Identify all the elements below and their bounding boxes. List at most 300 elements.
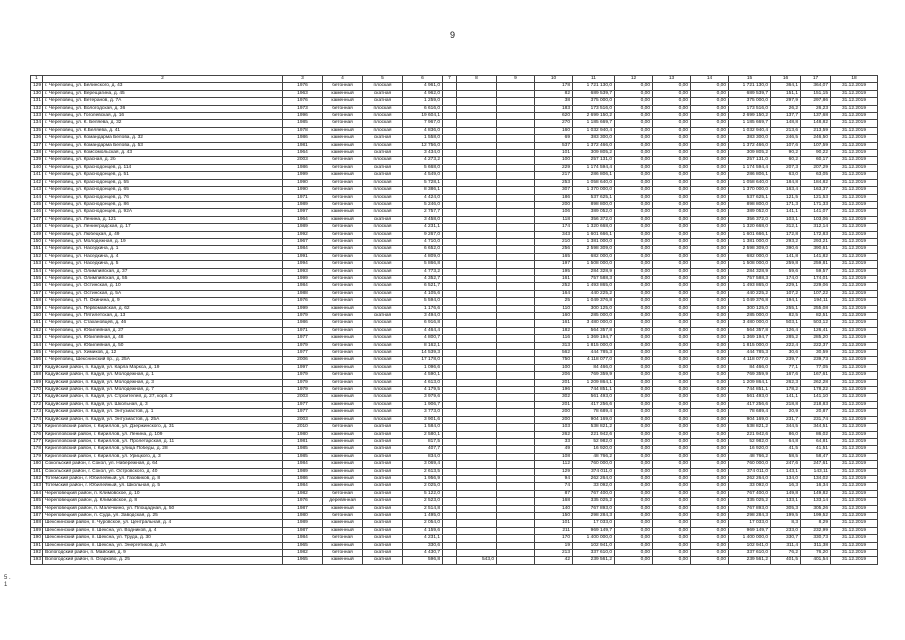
table-cell: 1 721 130,0 bbox=[573, 83, 615, 90]
table-cell bbox=[457, 372, 497, 379]
table-cell: 262,28 bbox=[801, 379, 831, 386]
table-cell: 0,00 bbox=[653, 135, 691, 142]
table-cell: 31.12.2019 bbox=[831, 520, 878, 527]
table-cell: 31.12.2019 bbox=[831, 416, 878, 423]
table-cell: каменный bbox=[323, 520, 363, 527]
table-cell: 94 bbox=[535, 475, 573, 482]
table-cell: скатная bbox=[363, 535, 403, 542]
table-cell: 757 588,3 bbox=[729, 275, 771, 282]
table-cell: 1976 bbox=[283, 498, 323, 505]
table-row bbox=[31, 313, 878, 320]
table-cell: Сокольский район, г. Сокол, ул. Набережная, д. 64 bbox=[43, 461, 283, 468]
table-cell: 199,5 bbox=[771, 512, 801, 519]
table-cell: 0,00 bbox=[691, 261, 729, 268]
table-cell: 31.12.2019 bbox=[831, 135, 878, 142]
table-cell: 178 bbox=[31, 446, 43, 453]
table-cell: 1985 bbox=[283, 120, 323, 127]
table-cell: 239 561,2 bbox=[729, 557, 771, 564]
table-cell: 0,00 bbox=[653, 342, 691, 349]
table-row bbox=[31, 216, 878, 223]
table-cell: плоская bbox=[363, 187, 403, 194]
table-cell: 0,00 bbox=[653, 527, 691, 534]
table-cell: 174 bbox=[31, 416, 43, 423]
table-cell: 31.12.2019 bbox=[831, 150, 878, 157]
table-cell: 165 bbox=[535, 253, 573, 260]
table-cell: плоская bbox=[363, 83, 403, 90]
table-cell bbox=[443, 113, 457, 120]
table-row bbox=[31, 535, 878, 542]
table-cell: 187 bbox=[31, 512, 43, 519]
table-cell: г. Череповец, ул. Наседкина, д. 1 bbox=[43, 246, 283, 253]
table-cell bbox=[443, 335, 457, 342]
table-cell: 0,00 bbox=[653, 431, 691, 438]
table-cell: 141,1 bbox=[771, 394, 801, 401]
table-cell: 1 174 594,4 bbox=[573, 164, 615, 171]
table-cell: 297,86 bbox=[801, 98, 831, 105]
table-cell: скатная bbox=[363, 520, 403, 527]
table-cell: 143,1 bbox=[771, 468, 801, 475]
table-cell: 0,00 bbox=[615, 261, 653, 268]
table-cell: 102 941,0 bbox=[729, 542, 771, 549]
table-row bbox=[31, 505, 878, 512]
table-cell: 77,05 bbox=[801, 364, 831, 371]
table-row bbox=[31, 372, 878, 379]
table-cell: 0,00 bbox=[691, 350, 729, 357]
table-cell: плоская bbox=[363, 283, 403, 290]
table-cell: 284 328,9 bbox=[729, 268, 771, 275]
table-cell: бетонная bbox=[323, 350, 363, 357]
header-cell: 18 bbox=[831, 76, 878, 83]
table-cell: 232,99 bbox=[801, 527, 831, 534]
table-row bbox=[31, 83, 878, 90]
table-cell bbox=[497, 394, 535, 401]
table-cell: 197 bbox=[535, 261, 573, 268]
table-cell: 4 352,7 bbox=[403, 275, 443, 282]
table-cell: 1971 bbox=[283, 327, 323, 334]
table-cell: 1 601 666,1 bbox=[573, 231, 615, 238]
table-cell: 1985 bbox=[283, 453, 323, 460]
table-cell: 143,11 bbox=[801, 468, 831, 475]
table-row bbox=[31, 401, 878, 408]
table-cell: 335 025,2 bbox=[573, 498, 615, 505]
table-cell: 0,00 bbox=[615, 468, 653, 475]
table-cell: 107,2 bbox=[771, 290, 801, 297]
table-cell: каменный bbox=[323, 150, 363, 157]
table-cell: г. Череповец, ул. Юбилейная, д. 50 bbox=[43, 342, 283, 349]
table-cell: 132 bbox=[31, 105, 43, 112]
table-cell: 0,00 bbox=[615, 535, 653, 542]
table-cell: 74 bbox=[535, 483, 573, 490]
table-cell bbox=[497, 305, 535, 312]
table-cell: 31.12.2019 bbox=[831, 431, 878, 438]
table-cell: 31.12.2019 bbox=[831, 498, 878, 505]
table-cell: 0,00 bbox=[691, 150, 729, 157]
table-cell: плоская bbox=[363, 298, 403, 305]
table-cell bbox=[443, 120, 457, 127]
table-cell: 196 bbox=[535, 387, 573, 394]
table-cell: 0,00 bbox=[691, 438, 729, 445]
table-cell bbox=[443, 542, 457, 549]
table-cell: бетонная bbox=[323, 187, 363, 194]
table-cell bbox=[443, 313, 457, 320]
table-cell: 1 721 130,0 bbox=[729, 83, 771, 90]
table-cell: бетонная bbox=[323, 275, 363, 282]
table-cell: 1 508 000,0 bbox=[729, 261, 771, 268]
table-cell: 1976 bbox=[283, 83, 323, 90]
table-cell: скатная bbox=[363, 461, 403, 468]
table-cell bbox=[457, 216, 497, 223]
table-cell: 82,51 bbox=[801, 313, 831, 320]
table-cell: 1 815 000,0 bbox=[729, 342, 771, 349]
table-cell bbox=[443, 416, 457, 423]
table-cell: 31.12.2019 bbox=[831, 387, 878, 394]
table-cell: 4 800,7 bbox=[403, 335, 443, 342]
table-cell: 4 179,5 bbox=[403, 387, 443, 394]
table-cell: 259,8 bbox=[771, 261, 801, 268]
table-cell: Кирилловский район, г. Кириллов, ул. Урицкого, д. 3 bbox=[43, 453, 283, 460]
table-cell: 0,00 bbox=[653, 461, 691, 468]
table-cell: г. Череповец, ул. Олимпийская, д. 37 bbox=[43, 268, 283, 275]
table-cell bbox=[443, 98, 457, 105]
table-cell: плоская bbox=[363, 209, 403, 216]
table-cell bbox=[457, 142, 497, 149]
table-cell: 682 000,0 bbox=[729, 253, 771, 260]
table-cell: 417 256,6 bbox=[573, 401, 615, 408]
table-cell: 1997 bbox=[283, 364, 323, 371]
table-cell bbox=[497, 387, 535, 394]
table-cell: 59,6 bbox=[771, 268, 801, 275]
table-cell bbox=[457, 490, 497, 497]
table-cell bbox=[457, 283, 497, 290]
table-cell: 760 000,0 bbox=[573, 461, 615, 468]
table-cell: 163 bbox=[31, 335, 43, 342]
table-cell: 107,6 bbox=[771, 142, 801, 149]
table-cell: 160 bbox=[535, 127, 573, 134]
table-cell: 1 584,0 bbox=[403, 424, 443, 431]
table-cell bbox=[443, 364, 457, 371]
table-cell bbox=[497, 416, 535, 423]
table-row bbox=[31, 127, 878, 134]
table-cell bbox=[457, 453, 497, 460]
table-row bbox=[31, 468, 878, 475]
table-cell bbox=[443, 135, 457, 142]
table-cell: Вологодский район, п. Майский, д. 9 bbox=[43, 550, 283, 557]
table-cell: 4 273,2 bbox=[403, 157, 443, 164]
table-cell: 0,00 bbox=[615, 164, 653, 171]
table-cell bbox=[497, 446, 535, 453]
table-cell: г. Череповец, ул. Гоголевская, д. 16 bbox=[43, 113, 283, 120]
table-cell: 1996 bbox=[283, 113, 323, 120]
table-cell: 0,00 bbox=[615, 231, 653, 238]
table-cell: 0,00 bbox=[653, 105, 691, 112]
table-cell: Тотемский район, г. Юбилейный, ул. Школьная, д. 5 bbox=[43, 483, 283, 490]
table-cell: 1979 bbox=[283, 342, 323, 349]
table-cell: 2 580,1 bbox=[403, 431, 443, 438]
table-row bbox=[31, 172, 878, 179]
table-cell: 0,00 bbox=[653, 401, 691, 408]
table-cell: 0,00 bbox=[691, 527, 729, 534]
table-cell: 1 381 000,0 bbox=[729, 238, 771, 245]
table-cell bbox=[497, 105, 535, 112]
table-cell: 0,00 bbox=[615, 209, 653, 216]
table-cell: 1982 bbox=[283, 490, 323, 497]
table-cell: 0,00 bbox=[691, 446, 729, 453]
table-cell: каменный bbox=[323, 453, 363, 460]
table-cell bbox=[443, 379, 457, 386]
table-cell: 191 bbox=[31, 542, 43, 549]
table-cell: 168 bbox=[31, 372, 43, 379]
table-cell: 4 118 077,0 bbox=[573, 357, 615, 364]
table-cell: 0,00 bbox=[691, 431, 729, 438]
table-cell bbox=[457, 305, 497, 312]
table-cell: 142 bbox=[31, 179, 43, 186]
table-row bbox=[31, 224, 878, 231]
table-cell: 218,83 bbox=[801, 401, 831, 408]
table-cell: 0,00 bbox=[653, 505, 691, 512]
table-cell bbox=[457, 172, 497, 179]
table-cell bbox=[497, 520, 535, 527]
table-cell: 904 169,0 bbox=[729, 416, 771, 423]
table-cell: 31.12.2019 bbox=[831, 216, 878, 223]
table-cell: 82,5 bbox=[771, 313, 801, 320]
table-cell bbox=[497, 557, 535, 564]
table-cell bbox=[497, 409, 535, 416]
table-cell bbox=[443, 209, 457, 216]
header-cell: 1 bbox=[31, 76, 43, 83]
table-cell bbox=[443, 164, 457, 171]
table-cell: 1986 bbox=[283, 135, 323, 142]
table-cell: 31.12.2019 bbox=[831, 505, 878, 512]
table-cell: 31.12.2019 bbox=[831, 298, 878, 305]
table-cell: 17 033,0 bbox=[729, 520, 771, 527]
table-cell bbox=[497, 461, 535, 468]
table-cell bbox=[497, 364, 535, 371]
table-cell bbox=[497, 268, 535, 275]
table-cell: 1 209 864,1 bbox=[573, 379, 615, 386]
table-cell: бетонная bbox=[323, 246, 363, 253]
table-cell: 537 625,1 bbox=[573, 194, 615, 201]
table-cell: 0,00 bbox=[691, 542, 729, 549]
table-cell: 0,00 bbox=[691, 179, 729, 186]
table-cell bbox=[497, 320, 535, 327]
table-cell: 100 bbox=[535, 364, 573, 371]
table-cell: 60,2 bbox=[771, 157, 801, 164]
table-row bbox=[31, 201, 878, 208]
table-cell bbox=[443, 83, 457, 90]
table-cell: каменный bbox=[323, 364, 363, 371]
table-cell: г. Череповец, ул. Олимпийская, д. 55 bbox=[43, 275, 283, 282]
table-cell: 150 bbox=[31, 238, 43, 245]
table-cell: 0,00 bbox=[691, 164, 729, 171]
header-cell: 10 bbox=[535, 76, 573, 83]
table-cell: 19 bbox=[535, 542, 573, 549]
table-cell: скатная bbox=[363, 483, 403, 490]
table-cell bbox=[443, 372, 457, 379]
table-cell: 3 901,6 bbox=[403, 416, 443, 423]
table-cell: Шекснинский район, п. Чуровское, ул. Центральная, д. 4 bbox=[43, 520, 283, 527]
table-row bbox=[31, 475, 878, 482]
table-cell: 239 561,2 bbox=[573, 557, 615, 564]
table-cell bbox=[443, 105, 457, 112]
table-cell: 834,0 bbox=[403, 453, 443, 460]
table-cell bbox=[497, 201, 535, 208]
table-cell: 0,00 bbox=[691, 357, 729, 364]
table-cell: 0,00 bbox=[691, 275, 729, 282]
table-cell bbox=[457, 527, 497, 534]
table-row bbox=[31, 357, 878, 364]
table-cell: 31.12.2019 bbox=[831, 201, 878, 208]
table-cell: 0,00 bbox=[691, 342, 729, 349]
table-cell: 231,7 bbox=[771, 416, 801, 423]
table-cell bbox=[443, 320, 457, 327]
table-cell: 149,82 bbox=[801, 490, 831, 497]
table-cell: 0,00 bbox=[691, 127, 729, 134]
table-cell: 4 231,1 bbox=[403, 224, 443, 231]
table-cell: 229 bbox=[535, 164, 573, 171]
table-cell: 87 bbox=[535, 490, 573, 497]
table-row bbox=[31, 194, 878, 201]
table-cell: 0,00 bbox=[615, 135, 653, 142]
table-cell: Вологодский район, п. Огарково, д. 25 bbox=[43, 557, 283, 564]
table-cell: 162 bbox=[31, 327, 43, 334]
table-cell: 130 bbox=[31, 90, 43, 97]
table-cell: каменный bbox=[323, 475, 363, 482]
table-cell: 1 032 940,4 bbox=[729, 127, 771, 134]
table-cell bbox=[457, 253, 497, 260]
table-cell bbox=[457, 246, 497, 253]
table-cell: 562 bbox=[535, 350, 573, 357]
table-cell: 151 bbox=[31, 246, 43, 253]
table-cell: 2 054,0 bbox=[403, 520, 443, 527]
table-cell bbox=[443, 298, 457, 305]
table-cell: 757 588,3 bbox=[573, 275, 615, 282]
table-cell: 192 bbox=[31, 550, 43, 557]
table-cell: каменный bbox=[323, 542, 363, 549]
table-cell: 63,05 bbox=[801, 172, 831, 179]
table-cell bbox=[443, 90, 457, 97]
table-cell: Череповецкий район, п. Малечкино, ул. Площадная, д. 50 bbox=[43, 505, 283, 512]
table-cell: 1 400 000,0 bbox=[729, 535, 771, 542]
table-cell: 3 773,0 bbox=[403, 409, 443, 416]
table-cell: бетонная bbox=[323, 120, 363, 127]
table-cell: 31.12.2019 bbox=[831, 542, 878, 549]
table-cell bbox=[457, 357, 497, 364]
table-cell bbox=[497, 424, 535, 431]
table-row bbox=[31, 379, 878, 386]
table-cell: 1 372 466,0 bbox=[729, 142, 771, 149]
table-cell: 82 bbox=[535, 90, 573, 97]
table-cell: 255,1 bbox=[771, 305, 801, 312]
table-cell: 312,1 bbox=[771, 224, 801, 231]
table-cell: 0,00 bbox=[691, 98, 729, 105]
table-cell: 101 bbox=[535, 520, 573, 527]
table-cell: 31.12.2019 bbox=[831, 157, 878, 164]
table-cell: 31.12.2019 bbox=[831, 224, 878, 231]
table-cell: 150 bbox=[535, 512, 573, 519]
table-cell: 1 370 000,0 bbox=[573, 187, 615, 194]
table-cell bbox=[457, 135, 497, 142]
table-cell: 1989 bbox=[283, 468, 323, 475]
table-cell: плоская bbox=[363, 120, 403, 127]
table-cell: 1973 bbox=[283, 105, 323, 112]
table-cell bbox=[497, 542, 535, 549]
table-cell bbox=[497, 150, 535, 157]
table-row bbox=[31, 113, 878, 120]
table-cell: 620 bbox=[535, 113, 573, 120]
table-cell: 1989 bbox=[283, 520, 323, 527]
table-cell: 31.12.2019 bbox=[831, 468, 878, 475]
table-cell: 337 610,0 bbox=[573, 550, 615, 557]
table-cell: плоская bbox=[363, 335, 403, 342]
table-cell: 173 516,0 bbox=[573, 105, 615, 112]
table-cell: 90,22 bbox=[801, 150, 831, 157]
table-cell bbox=[443, 231, 457, 238]
table-cell: 64,81 bbox=[801, 438, 831, 445]
table-cell: 158 bbox=[31, 298, 43, 305]
table-cell: 31.12.2019 bbox=[831, 290, 878, 297]
table-cell: 4 773,2 bbox=[403, 268, 443, 275]
table-cell: 0,00 bbox=[653, 409, 691, 416]
table-cell: 417 256,6 bbox=[729, 401, 771, 408]
table-cell: 1963 bbox=[283, 90, 323, 97]
table-cell bbox=[497, 142, 535, 149]
table-cell: 76,2 bbox=[771, 550, 801, 557]
table-cell: каменный bbox=[323, 305, 363, 312]
table-cell bbox=[497, 83, 535, 90]
table-cell: плоская bbox=[363, 231, 403, 238]
table-cell bbox=[497, 372, 535, 379]
table-cell bbox=[497, 261, 535, 268]
table-cell: 1993 bbox=[283, 268, 323, 275]
table-row bbox=[31, 246, 878, 253]
table-cell bbox=[457, 98, 497, 105]
table-cell: 285,20 bbox=[801, 335, 831, 342]
table-cell: Сокольский район, г. Сокол, ул. Островского, д. 40 bbox=[43, 468, 283, 475]
table-cell: плоская bbox=[363, 401, 403, 408]
table-cell: плоская bbox=[363, 379, 403, 386]
table-cell: 0,00 bbox=[653, 535, 691, 542]
table-cell: 503,1 bbox=[771, 320, 801, 327]
table-cell: 182 bbox=[31, 475, 43, 482]
table-cell: 1 558,0 bbox=[403, 135, 443, 142]
table-cell: 84 466,0 bbox=[573, 364, 615, 371]
table-cell: 155 bbox=[31, 275, 43, 282]
table-cell: 170 bbox=[31, 387, 43, 394]
table-cell: 4 430,7 bbox=[403, 550, 443, 557]
table-row bbox=[31, 120, 878, 127]
table-cell bbox=[497, 120, 535, 127]
table-cell: 0,00 bbox=[691, 498, 729, 505]
table-cell: 52 982,0 bbox=[729, 438, 771, 445]
table-cell: 297,9 bbox=[771, 98, 801, 105]
table-cell: 0,00 bbox=[615, 275, 653, 282]
table-cell bbox=[457, 401, 497, 408]
table-cell: 389 052,0 bbox=[573, 209, 615, 216]
table-cell: 78 689,4 bbox=[573, 409, 615, 416]
table-cell: 2003 bbox=[283, 416, 323, 423]
table-cell bbox=[443, 409, 457, 416]
table-cell: 1967 bbox=[283, 238, 323, 245]
margin-mark: 5 . 1 bbox=[4, 575, 11, 588]
table-row bbox=[31, 438, 878, 445]
table-cell: 383 300,0 bbox=[573, 135, 615, 142]
table-cell: бетонная bbox=[323, 379, 363, 386]
table-cell: 140 bbox=[31, 164, 43, 171]
table-cell bbox=[443, 438, 457, 445]
table-row bbox=[31, 209, 878, 216]
table-cell: 0,00 bbox=[691, 335, 729, 342]
table-cell bbox=[457, 313, 497, 320]
